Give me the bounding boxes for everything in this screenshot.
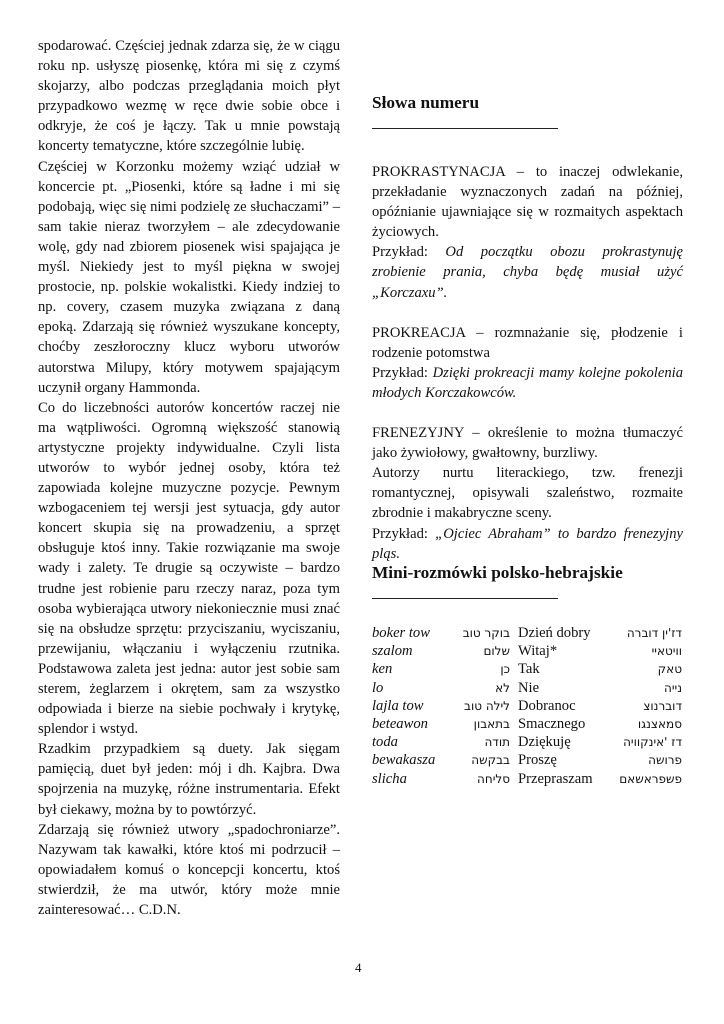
paragraph: Rzadkim przypadkiem są duety. Jak sięgam pamięcią, duet był jeden: mój i dh. Kajbra. Dwa spojrzenia na muzykę, różne instrumentaria. Efekt był ciekawy, można by to powtórzyć. <box>38 741 340 818</box>
transliteration-cell: szalom <box>372 643 413 660</box>
polish-in-hebrew-cell: נייה <box>663 680 682 695</box>
glossary-entry <box>372 162 683 303</box>
phrasebook-row <box>372 624 682 642</box>
glossary-entry <box>372 323 683 403</box>
example-label: Przykład: <box>372 244 446 261</box>
entry-example <box>372 524 683 564</box>
entry-definition: FRENEZYJNY – określenie to można tłumaczyć jako żywiołowy, gwałtowny, burzliwy. <box>372 425 683 462</box>
polish-cell: Przepraszam <box>518 770 593 787</box>
entry-example <box>372 363 683 403</box>
example-label: Przykład: <box>372 364 433 381</box>
polish-in-hebrew-cell: וויטאיי <box>651 644 682 659</box>
phrasebook-row <box>372 642 682 660</box>
example-text: Dzięki prokreacji mamy kolejne pokolenia młodych Korczakowców. <box>372 364 683 401</box>
phrasebook-row <box>372 751 682 769</box>
hebrew-cell: לא <box>495 680 510 695</box>
example-text: Od początku obozu prokrastynuję zrobienie prania, chyba będę musiał użyć „Korczaxu”. <box>372 244 683 301</box>
polish-in-hebrew-cell: טאק <box>657 662 682 677</box>
example-text: „Ojciec Abraham” to bardzo frenezyjny pląs. <box>372 525 683 562</box>
polish-cell: Dziękuję <box>518 734 571 751</box>
phrasebook-table <box>372 624 682 788</box>
polish-in-hebrew-cell: דוברנוצ <box>643 698 682 713</box>
hebrew-cell: בתאבון <box>473 716 510 731</box>
paragraph: spodarować. Częściej jednak zdarza się, że w ciągu roku np. usłyszę piosenkę, która mi się z czymś skojarzy, albo podczas przeglądania moich płyt przypadkowo wezmę w ręce dwie sobie obce i odkryje, że coś je łączy. Tak u mnie powstają koncerty tematyczne, które szczególnie lubię. <box>38 38 340 155</box>
transliteration-cell: ken <box>372 661 393 678</box>
page-number: 4 <box>355 960 362 975</box>
entry-definition: PROKRASTYNACJA – to inaczej odwlekanie, przekładanie wyznaczonych zadań na później, opóźnianie ujawniające się w rozmaitych aspektach życiowych. <box>372 164 683 241</box>
transliteration-cell: beteawon <box>372 715 428 732</box>
polish-cell: Proszę <box>518 752 557 769</box>
phrasebook-row <box>372 660 682 678</box>
transliteration-cell: boker tow <box>372 625 430 641</box>
hebrew-cell: כן <box>500 662 510 677</box>
example-label: Przykład: <box>372 525 436 542</box>
hebrew-cell: סליחה <box>477 771 510 786</box>
transliteration-cell: bewakasza <box>372 752 436 769</box>
transliteration-cell: lo <box>372 679 384 696</box>
polish-cell: Dzień dobry <box>518 625 591 641</box>
hebrew-cell: תודה <box>484 735 510 750</box>
words-of-issue-section <box>372 92 683 564</box>
hebrew-cell: בבקשה <box>471 753 510 768</box>
polish-in-hebrew-cell: פשפראשאם <box>619 771 682 786</box>
transliteration-cell: toda <box>372 734 398 751</box>
paragraph: Co do liczebności autorów koncertów raczej nie ma wątpliwości. Ogromną większość stanowią artystyczne projekty indywidualne. Czyli lista utworów to wybór jednej osoby, która też zapowiada kolejne muzyczne pozycje. Pewnym wzbogaceniem tej wersji jest sytuacja, gdy autor koncert skupia się na prowadzeniu, a sprzęt obsługuje ktoś inny. Takie rozwiązanie ma swoje wady i zalety. Te drugie są oczywiste – bardzo trudne jest robienie paru rzeczy naraz, poza tym osoba wybierająca utwory niekoniecznie musi znać się na obsłudze sprzętu: przyciszaniu, wyciszaniu, przewijaniu, włączaniu i wyłączeniu rzutnika. Podstawowa zaleta jest jedna: autor jest sobie sam sterem, żeglarzem i okrętem, sam za wszystko odpowiada i bierze na siebie pochwały i krytykę, splendor i wstyd. <box>38 399 340 738</box>
polish-cell: Nie <box>518 679 540 696</box>
section-title: Mini-rozmówki polsko-hebrajskie <box>372 563 623 582</box>
title-underline <box>372 598 558 599</box>
hebrew-cell: לילה טוב <box>464 698 510 713</box>
entry-extra: Autorzy nurtu literackiego, tzw. frenezji romantycznej, opisywali szaleństwo, rozmaite zbrodnie i makabryczne sceny. <box>372 465 683 522</box>
polish-cell: Dobranoc <box>518 697 576 714</box>
polish-in-hebrew-cell: דז 'אינקוויה <box>623 735 682 750</box>
polish-in-hebrew-cell: דז'ין דוברה <box>626 626 682 640</box>
polish-in-hebrew-cell: סמאצנגו <box>637 716 682 731</box>
article-left-column <box>38 36 340 920</box>
glossary-entry <box>372 423 683 564</box>
phrasebook-row <box>372 679 682 697</box>
phrasebook-header <box>372 562 683 599</box>
hebrew-cell: שלום <box>483 644 510 659</box>
hebrew-cell: בוקר טוב <box>462 626 510 640</box>
paragraph: Częściej w Korzonku możemy wziąć udział w koncercie pt. „Piosenki, które są ładne i mi się podobają, więc się nimi podzielę ze słuchaczami” – sam takie nieraz tworzyłem – ale zdecydowanie wolę, gdy nad zbiorem piosenek wisi spajająca je myśl. Niekiedy jest to myśl piękna w swojej prostocie, np. polskie wokalistki. Kiedy indziej to np. covery, czasem muzyka związana z daną epoką. Zdarzają się również wyszukane koncepty, choćby zeszłoroczny klucz wyboru utworów autorstwa Milupy, który motywem spajającym uczynił organy Hammonda. <box>38 158 340 396</box>
polish-in-hebrew-cell: פרושה <box>648 753 682 768</box>
phrasebook-row <box>372 715 682 733</box>
section-title: Słowa numeru <box>372 93 480 112</box>
transliteration-cell: slicha <box>372 770 407 787</box>
entry-definition: PROKREACJA – rozmnażanie się, płodzenie i rodzenie potomstwa <box>372 324 683 361</box>
phrasebook-row <box>372 770 682 788</box>
polish-cell: Tak <box>518 661 540 678</box>
transliteration-cell: lajla tow <box>372 697 424 714</box>
phrasebook-row <box>372 697 682 715</box>
paragraph: Zdarzają się również utwory „spadochroniarze”. Nazywam tak kawałki, które ktoś mi podrzucił – opowiadałem komuś o koncepcji koncertu, ktoś stwierdził, że ma utwór, który może mnie zainteresować… C.D.N. <box>38 821 340 919</box>
entry-example <box>372 242 683 302</box>
phrasebook-row <box>372 733 682 751</box>
polish-cell: Witaj* <box>518 643 558 660</box>
polish-cell: Smacznego <box>518 715 586 732</box>
